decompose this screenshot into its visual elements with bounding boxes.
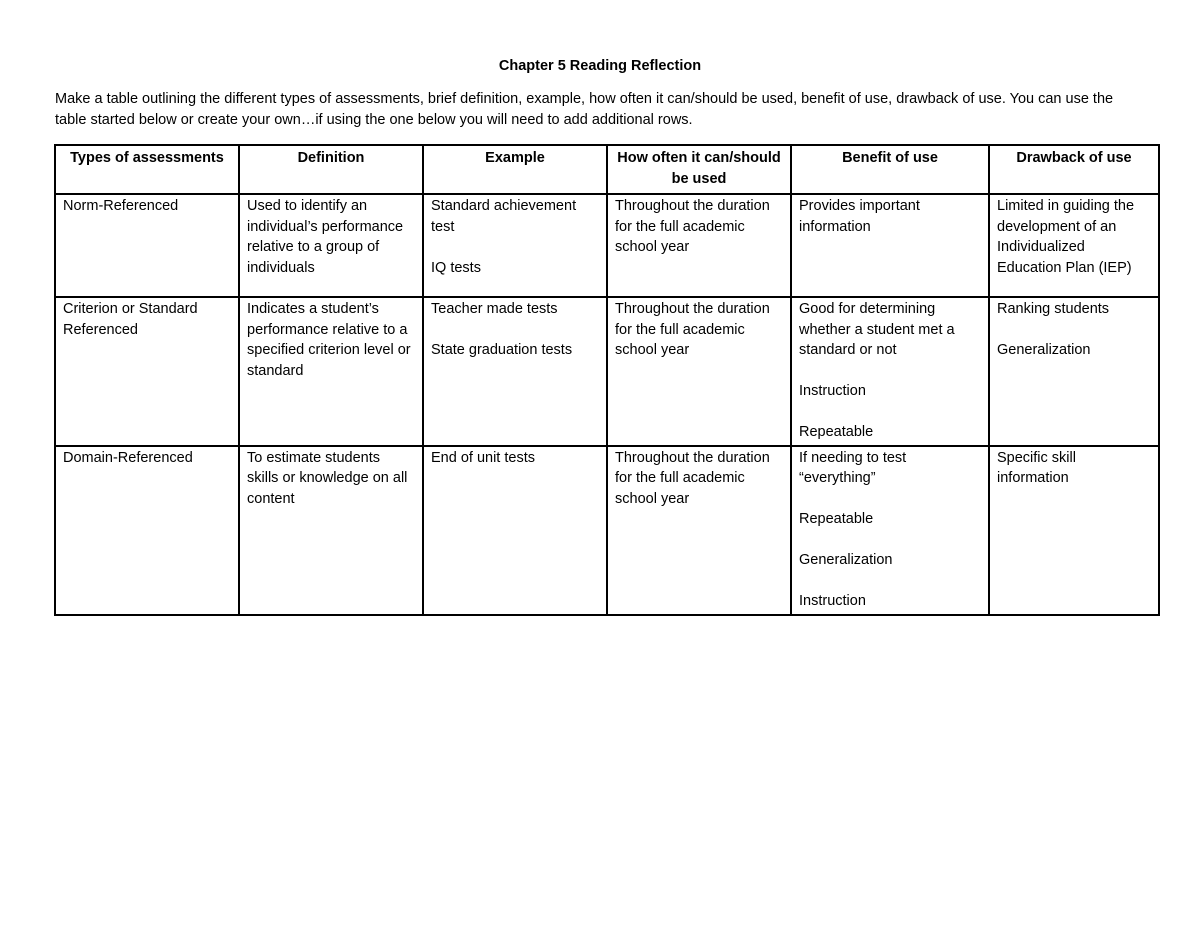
cell-example	[423, 297, 607, 446]
benefit-item: Repeatable	[799, 424, 874, 440]
cell-type: Domain-Referenced	[55, 446, 239, 615]
cell-definition: Used to identify an individual’s performance relative to a group of individuals	[239, 194, 423, 297]
instructions-paragraph: Make a table outlining the different types of assessments, brief definition, example, how often it can/should be used, benefit of use, drawback of use. You can use the table started below or create your own…if using the one below you will need to add additional rows.	[55, 91, 1114, 128]
benefit-item: Provides important information	[799, 198, 920, 235]
example-item: IQ tests	[431, 259, 481, 276]
header-benefit-of-use: Benefit of use	[791, 145, 989, 194]
cell-example	[423, 194, 607, 297]
cell-type: Criterion or Standard Referenced	[55, 297, 239, 446]
cell-drawback	[989, 194, 1159, 297]
cell-definition: Indicates a student’s performance relative to a specified criterion level or standard	[239, 297, 423, 446]
benefit-item: Instruction	[799, 383, 866, 399]
benefit-item: If needing to test “everything”	[799, 449, 907, 486]
example-item: End of unit tests	[431, 449, 535, 466]
cell-frequency: Throughout the duration for the full academic school year	[607, 297, 791, 446]
header-example: Example	[423, 145, 607, 194]
table-row	[55, 446, 1159, 615]
example-item: Teacher made tests	[431, 301, 558, 317]
benefit-item: Good for determining whether a student met a standard or not	[799, 301, 955, 358]
cell-benefit	[791, 297, 989, 446]
drawback-item: Specific skill information	[997, 449, 1076, 486]
benefit-item: Instruction	[799, 593, 866, 609]
drawback-item: Limited in guiding the development of an Individualized Education Plan (IEP)	[997, 198, 1135, 276]
table-header-row	[55, 145, 1159, 194]
cell-type: Norm-Referenced	[55, 194, 239, 297]
page-title: Chapter 5 Reading Reflection	[498, 58, 702, 74]
drawback-item: Ranking students	[997, 301, 1110, 317]
drawback-item: Generalization	[997, 342, 1091, 358]
example-item: State graduation tests	[431, 342, 573, 358]
benefit-item: Repeatable	[799, 511, 874, 527]
cell-benefit	[791, 194, 989, 297]
table-row	[55, 194, 1159, 297]
header-definition: Definition	[239, 145, 423, 194]
assessment-table	[54, 144, 1160, 616]
benefit-item: Generalization	[799, 552, 893, 568]
cell-drawback	[989, 446, 1159, 615]
table-row	[55, 297, 1159, 446]
cell-definition: To estimate students skills or knowledge on all content	[239, 446, 423, 615]
header-drawback-of-use: Drawback of use	[989, 145, 1159, 194]
cell-frequency: Throughout the duration for the full academic school year	[607, 446, 791, 615]
header-how-often: How often it can/should be used	[607, 145, 791, 194]
example-item: Standard achievement test	[431, 198, 577, 235]
cell-benefit	[791, 446, 989, 615]
cell-drawback	[989, 297, 1159, 446]
cell-example	[423, 446, 607, 615]
cell-frequency: Throughout the duration for the full academic school year	[607, 194, 791, 297]
header-types-of-assessments: Types of assessments	[55, 145, 239, 194]
